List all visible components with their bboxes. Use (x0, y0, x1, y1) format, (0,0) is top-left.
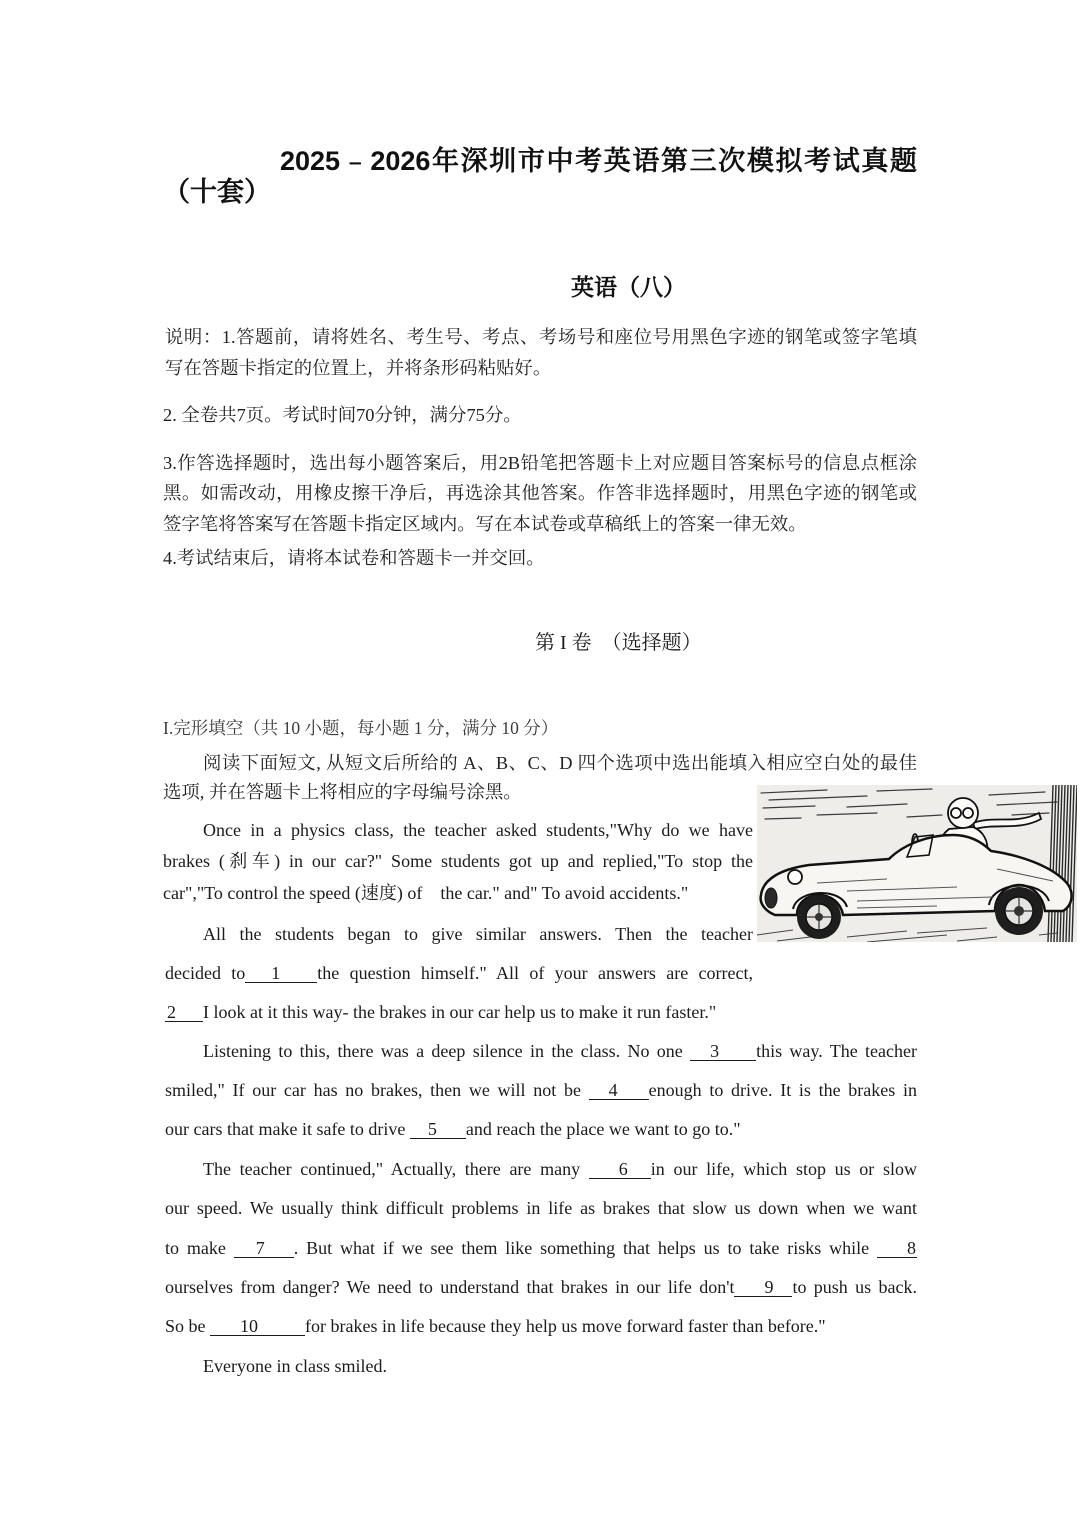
instruction-line: 3.作答选择题时，选出每小题答案后，用2B铅笔把答题卡上对应题目答案标号的信息点框涂 (163, 453, 917, 473)
blank-number: 7 (255, 1238, 265, 1258)
front-wheel (797, 895, 841, 939)
illustration-frame (757, 785, 1077, 942)
passage-line: our speed. We usually think difficult problems in life as brakes that slow us down when we want (165, 1198, 917, 1218)
instruction-line: 4.考试结束后，请将本试卷和答题卡一并交回。 (163, 548, 545, 568)
cloze-blank-8 (877, 1239, 917, 1258)
passage-text: Listening to this, there was a deep silence in the class. No one (203, 1041, 691, 1061)
passage-line (203, 1156, 917, 1182)
passage-text: to push us back. (792, 1277, 917, 1297)
exam-title-line-1: 2025﹣2026年深圳市中考英语第三次模拟考试真题 (280, 146, 917, 176)
blank-number: 10 (240, 1316, 258, 1336)
passage-line (165, 1313, 826, 1339)
passage-text: and reach the place we want to go to." (465, 1119, 741, 1139)
cloze-heading: I.完形填空（共 10 小题，每小题 1 分，满分 10 分） (163, 718, 559, 738)
cloze-blank-1 (245, 964, 317, 983)
blank-number: 4 (608, 1080, 618, 1100)
instruction-line: 2. 全卷共7页。考试时间70分钟，满分75分。 (163, 405, 522, 425)
passage-line (165, 1274, 917, 1300)
instruction-line: 黑。如需改动，用橡皮擦干净后，再选涂其他答案。作答非选择题时，用黑色字迹的钢笔或 (163, 483, 917, 503)
blank-number: 9 (764, 1277, 774, 1297)
race-car-illustration (757, 785, 1077, 942)
passage-line (165, 1235, 917, 1261)
passage-text: So be (165, 1316, 210, 1336)
passage-text: the question himself." All of your answers are correct, (317, 963, 753, 983)
blank-number: 1 (271, 963, 281, 983)
driver-goggle (963, 808, 973, 818)
instruction-line: 写在答题卡指定的位置上，并将条形码粘贴好。 (165, 358, 552, 378)
passage-text: our cars that make it safe to drive (165, 1119, 410, 1139)
cloze-blank-3 (690, 1042, 756, 1061)
driver-goggle (951, 808, 961, 818)
passage-text: for brakes in life because they help us move forward faster than before." (305, 1316, 826, 1336)
passage-text: The teacher continued," Actually, there are many (203, 1159, 589, 1179)
blank-number: 6 (618, 1159, 628, 1179)
exam-title-line-2: （十套） (163, 177, 271, 207)
section-title: 第 I 卷 （选择题） (535, 632, 702, 654)
blank-number: 2 (167, 1002, 176, 1022)
cloze-directions-line: 选项, 并在答题卡上将相应的字母编号涂黑。 (163, 782, 522, 802)
cloze-blank-9 (734, 1278, 792, 1297)
cloze-blank-5 (410, 1120, 466, 1139)
rear-wheel (995, 887, 1043, 935)
cloze-directions-line: 阅读下面短文, 从短文后所给的 A、B、C、D 四个选项中选出能填入相应空白处的最佳 (203, 753, 917, 773)
passage-text: in our life, which stop us or slow (650, 1159, 917, 1179)
passage-text: smiled," If our car has no brakes, then we will not be (165, 1080, 589, 1100)
cloze-blank-4 (589, 1081, 649, 1100)
headlight (788, 870, 802, 884)
passage-line: Everyone in class smiled. (203, 1356, 387, 1376)
instruction-line: 说明：1.答题前，请将姓名、考生号、考点、考场号和座位号用黑色字迹的钢笔或签字笔填 (165, 327, 917, 347)
passage-line (165, 999, 716, 1025)
passage-line (165, 960, 753, 986)
passage-text: . But what if we see them like something that helps us to take risks while (293, 1238, 877, 1258)
passage-line (165, 1077, 917, 1103)
blank-number: 3 (710, 1041, 720, 1061)
instruction-line: 签字笔将答案写在答题卡指定区域内。写在本试卷或草稿纸上的答案一律无效。 (163, 514, 807, 534)
passage-line: All the students began to give similar answers. Then the teacher (203, 924, 753, 944)
passage-text: to make (165, 1238, 234, 1258)
blank-number: 8 (907, 1238, 916, 1258)
passage-line: brakes (刹车) in our car?" Some students got up and replied,"To stop the (163, 851, 753, 871)
passage-line: Once in a physics class, the teacher asked students,"Why do we have (203, 820, 753, 840)
passage-line: car","To control the speed (速度) of the car." and" To avoid accidents." (163, 883, 689, 903)
cloze-blank-10 (210, 1317, 305, 1336)
passage-text: I look at it this way- the brakes in our car help us to make it run faster." (203, 1002, 717, 1022)
passage-text: ourselves from danger? We need to understand that brakes in our life don't (165, 1277, 735, 1297)
radiator-grille (765, 888, 777, 908)
passage-line (165, 1116, 741, 1142)
cloze-blank-7 (234, 1239, 294, 1258)
paper-subtitle: 英语（八） (571, 275, 686, 300)
passage-text: this way. The teacher (756, 1041, 918, 1061)
passage-line (203, 1038, 917, 1064)
cloze-blank-2 (165, 1003, 203, 1022)
passage-text: decided to (165, 963, 246, 983)
cloze-blank-6 (589, 1160, 651, 1179)
blank-number: 5 (427, 1119, 437, 1139)
passage-text: enough to drive. It is the brakes in (648, 1080, 917, 1100)
